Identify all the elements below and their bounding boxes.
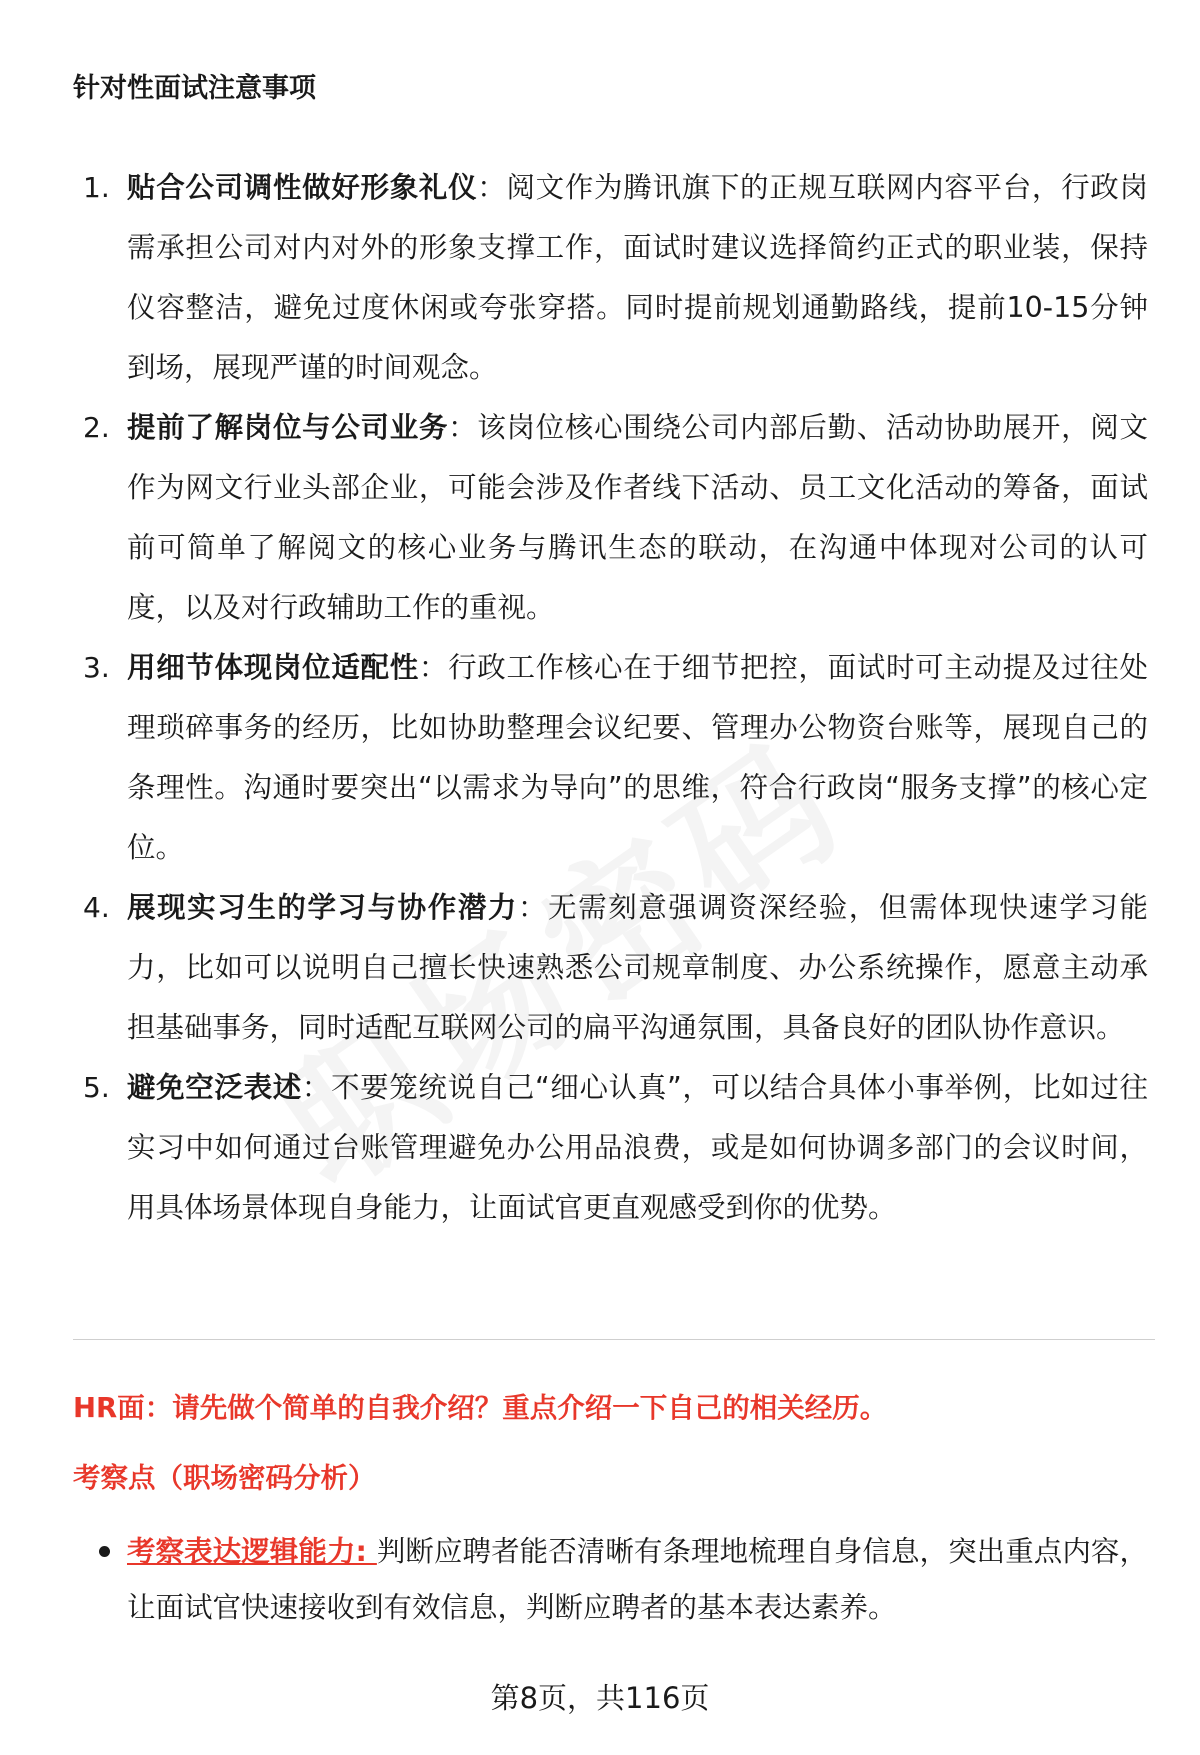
analysis-heading: 考察点（职场密码分析） [73,1462,376,1494]
list-item-lead: 展现实习生的学习与协作潜力 [127,891,518,924]
list-item-lead: 提前了解岗位与公司业务 [127,411,449,444]
list-item-lead: 避免空泛表述 [127,1071,302,1104]
list-item-lead: 用细节体现岗位适配性 [127,651,419,684]
list-item [73,158,1148,398]
section-title: 针对性面试注意事项 [73,73,316,104]
hr-question: HR面：请先做个简单的自我介绍？重点介绍一下自己的相关经历。 [73,1392,888,1424]
list-number: 4. [83,891,110,924]
list-item-text: ：阅文作为腾讯旗下的正规互联网内容平台，行政岗需承担公司对内对外的形象支撑工作，面试时建议选择简约正式的职业装，保持仪容整洁，避免过度休闲或夸张穿搭。同时提前规划通勤路线，提前10-15分钟到场，展现严谨的时间观念。 [127,171,1148,384]
list-item-text: ：不要笼统说自己“细心认真”，可以结合具体小事举例，比如过往实习中如何通过台账管理避免办公用品浪费，或是如何协调多部门的会议时间，用具体场景体现自身能力，让面试官更直观感受到你的优势。 [127,1071,1148,1224]
list-item-text: ：无需刻意强调资深经验，但需体现快速学习能力，比如可以说明自己擅长快速熟悉公司规章制度、办公系统操作，愿意主动承担基础事务，同时适配互联网公司的扁平沟通氛围，具备良好的团队协作意识。 [127,891,1148,1044]
divider [73,1339,1155,1340]
list-item-lead: 贴合公司调性做好形象礼仪 [127,171,478,204]
list-number: 5. [83,1071,110,1104]
page-footer: 第8页，共116页 [490,1681,710,1715]
list-item [73,398,1148,638]
list-number: 3. [83,651,110,684]
bullet-item [73,1524,1148,1636]
list-item [73,1058,1148,1238]
list-item-text: ：该岗位核心围绕公司内部后勤、活动协助展开，阅文作为网文行业头部企业，可能会涉及作者线下活动、员工文化活动的筹备，面试前可简单了解阅文的核心业务与腾讯生态的联动，在沟通中体现对公司的认可度，以及对行政辅助工作的重视。 [127,411,1148,624]
bullet-dot-icon [99,1546,110,1557]
bullet-list [73,1524,1148,1636]
list-number: 1. [83,171,110,204]
list-item-text: ：行政工作核心在于细节把控，面试时可主动提及过往处理琐碎事务的经历，比如协助整理会议纪要、管理办公物资台账等，展现自己的条理性。沟通时要突出“以需求为导向”的思维，符合行政岗“服务支撑”的核心定位。 [127,651,1148,864]
notes-list [73,158,1148,1238]
list-item [73,878,1148,1058]
bullet-text: 判断应聘者能否清晰有条理地梳理自身信息，突出重点内容，让面试官快速接收到有效信息，判断应聘者的基本表达素养。 [127,1535,1148,1624]
list-item [73,638,1148,878]
bullet-lead: 考察表达逻辑能力: [127,1535,377,1568]
list-number: 2. [83,411,110,444]
